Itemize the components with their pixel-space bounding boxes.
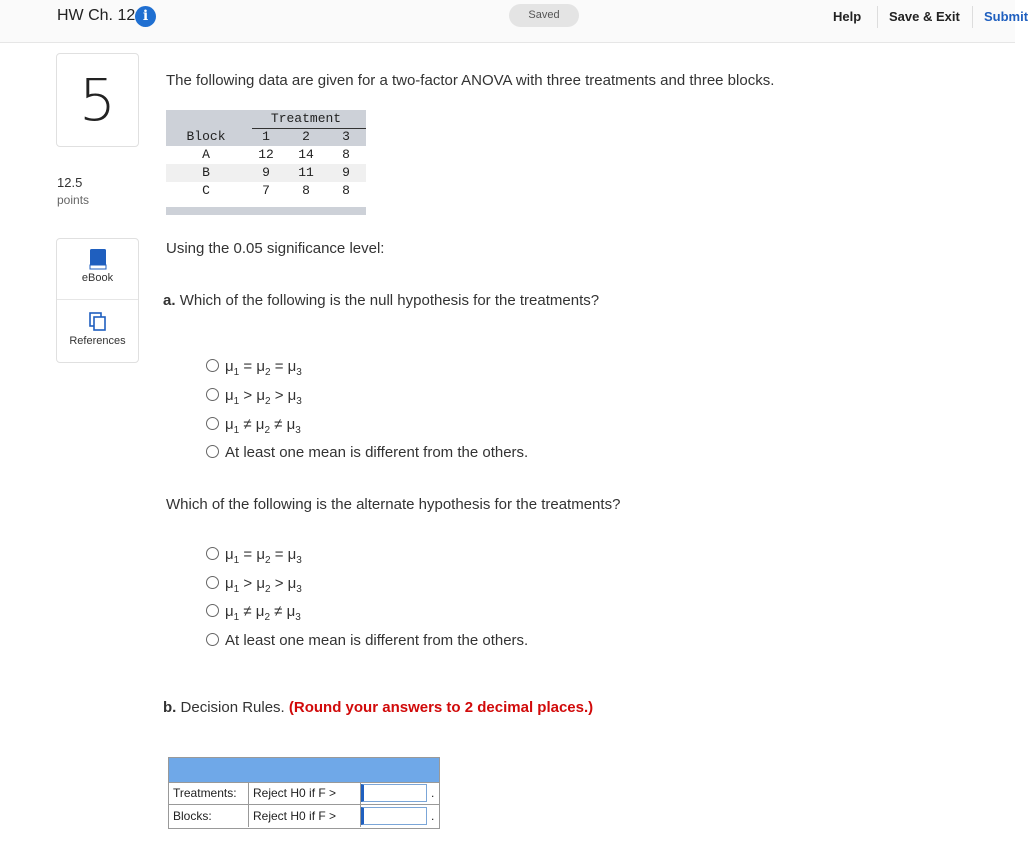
null-option-equal[interactable]: $\mu_1 = \mu_2 = \mu_3$ xyxy=(206,358,302,376)
cell-value: 8 xyxy=(342,183,350,198)
cell-value: 8 xyxy=(302,183,310,198)
table-header xyxy=(169,758,439,783)
ebook-label: eBook xyxy=(81,272,114,284)
rule-text: Reject H0 if F > xyxy=(249,782,361,804)
trailing-period: . xyxy=(431,809,435,823)
row-label: Blocks: xyxy=(169,805,249,827)
block-label: A xyxy=(202,147,210,162)
trailing-period: . xyxy=(431,786,435,800)
submit-button[interactable]: Submit xyxy=(984,9,1028,24)
book-icon xyxy=(89,249,107,269)
divider xyxy=(57,299,138,300)
table-row xyxy=(169,782,439,805)
treatment-col: 2 xyxy=(302,129,310,144)
block-label: C xyxy=(202,183,210,198)
part-a-label: a. xyxy=(163,292,176,309)
radio-button[interactable] xyxy=(206,388,219,401)
info-icon[interactable]: i xyxy=(135,6,156,27)
references-label: References xyxy=(69,335,126,347)
null-option-not-equal[interactable]: $\mu_1 \ne \mu_2 \ne \mu_3$ xyxy=(206,416,301,434)
question-number: 5 xyxy=(56,53,139,147)
table-subheader-row xyxy=(166,128,366,146)
radio-button[interactable] xyxy=(206,445,219,458)
ebook-button[interactable] xyxy=(57,249,138,284)
decision-rules-table xyxy=(168,757,440,829)
alt-option-at-least-one[interactable] xyxy=(206,632,528,650)
treatment-header: Treatment xyxy=(270,111,342,126)
alt-option-not-equal[interactable]: $\mu_1 \ne \mu_2 \ne \mu_3$ xyxy=(206,603,301,621)
part-b-label: b. xyxy=(163,699,177,716)
top-bar xyxy=(0,0,1028,43)
option-label: At least one mean is different from the others. xyxy=(225,632,529,649)
table-row xyxy=(166,146,366,164)
radio-button[interactable] xyxy=(206,359,219,372)
table-row xyxy=(166,164,366,182)
table-row xyxy=(166,182,366,200)
table-row xyxy=(169,805,439,827)
part-b-prompt xyxy=(163,699,593,716)
row-label: Treatments: xyxy=(169,782,249,804)
block-header: Block xyxy=(186,129,226,144)
table-header-row xyxy=(166,110,366,128)
assignment-title: HW Ch. 12 xyxy=(57,7,136,24)
null-option-at-least-one[interactable] xyxy=(206,444,528,462)
block-label: B xyxy=(202,165,210,180)
blocks-f-input[interactable] xyxy=(361,807,427,825)
decision-rules-text: Decision Rules. xyxy=(180,699,285,716)
alt-option-equal[interactable]: $\mu_1 = \mu_2 = \mu_3$ xyxy=(206,546,302,564)
divider xyxy=(972,6,973,28)
part-a-prompt xyxy=(163,292,599,309)
alternate-hypothesis-prompt: Which of the following is the alternate hypothesis for the treatments? xyxy=(166,496,621,513)
radio-button[interactable] xyxy=(206,604,219,617)
save-exit-button[interactable]: Save & Exit xyxy=(889,9,960,24)
radio-button[interactable] xyxy=(206,576,219,589)
divider xyxy=(877,6,878,28)
tools-panel xyxy=(56,238,139,363)
treatment-col: 3 xyxy=(342,129,350,144)
help-button[interactable]: Help xyxy=(833,9,862,24)
copy-icon xyxy=(89,312,107,332)
table-footer-bar xyxy=(166,207,366,215)
cell-value: 14 xyxy=(298,147,314,162)
question-intro: The following data are given for a two-factor ANOVA with three treatments and three blocks. xyxy=(166,72,775,89)
radio-button[interactable] xyxy=(206,547,219,560)
rule-text: Reject H0 if F > xyxy=(249,805,361,827)
rounding-instruction: (Round your answers to 2 decimal places.) xyxy=(288,699,594,716)
significance-text: Using the 0.05 significance level: xyxy=(166,240,385,257)
alt-option-greater[interactable]: $\mu_1 > \mu_2 > \mu_3$ xyxy=(206,575,302,593)
cell-value: 12 xyxy=(258,147,274,162)
cell-value: 9 xyxy=(342,165,350,180)
cell-value: 9 xyxy=(262,165,270,180)
cell-value: 7 xyxy=(262,183,270,198)
points-label: points xyxy=(57,193,90,207)
null-hypothesis-prompt: Which of the following is the null hypothesis for the treatments? xyxy=(179,292,600,309)
treatments-f-input[interactable] xyxy=(361,784,427,802)
null-option-greater[interactable]: $\mu_1 > \mu_2 > \mu_3$ xyxy=(206,387,302,405)
treatment-col: 1 xyxy=(262,129,270,144)
cell-value: 11 xyxy=(298,165,314,180)
cell-value: 8 xyxy=(342,147,350,162)
saved-status-badge: Saved xyxy=(509,4,579,27)
references-button[interactable] xyxy=(57,312,138,347)
radio-button[interactable] xyxy=(206,633,219,646)
points-value: 12.5 xyxy=(57,175,83,190)
option-label: At least one mean is different from the others. xyxy=(225,444,529,461)
radio-button[interactable] xyxy=(206,417,219,430)
